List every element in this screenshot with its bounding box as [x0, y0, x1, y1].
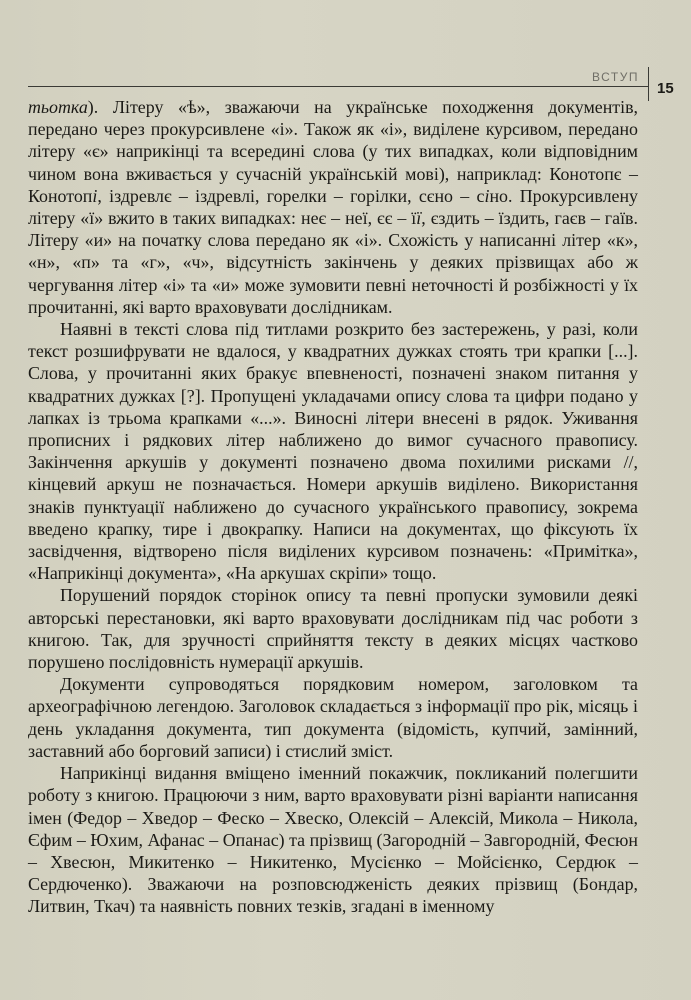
text-run: но. Прокурсивлену літеру «ї» вжито в таких випадках: неє – неї, єє – ї: [28, 185, 638, 229]
text-run: Наявні в тексті слова під титлами розкрито без застережень, у разі, коли текст розшифрувати не вдалося, у квадратних дужках стоять три крапки [...]. Слова, у прочитанні яких бракує впевненості, позначені знаком питання у квадратних дужках [?]. Пропущені укладачами опису слова та цифри подано у лапках із трьома крапками «...». Виносні літери внесені в рядок. Уживання прописних і рядкових літер наближено до вимог сучасного правопису. Закінчення аркушів у документі позначено двома похилими рисками //, кінцевий аркуш не позначається. Номери аркушів виділено. Використання знаків пунктуації наближено до сучасного українського правопису, зокрема введено крапку, тире і двокрапку. Написи на документах, що фіксують їх засвідчення, відтворено після виділених курсивом позначень: «Примітка», «Наприкінці документа», «На аркушах скріпи» тощо.: [28, 319, 638, 584]
paragraph-2: [28, 318, 638, 584]
body-text: [28, 96, 638, 918]
paragraph-3: [28, 584, 638, 673]
header-vertical-rule: [648, 67, 649, 101]
text-run: , іздревлє – іздревлі, горелки – горілки, сєно – с: [97, 185, 485, 206]
text-run: ). Літеру «ѣ», зважаючи на українське походження документів, передано через прокурсивлене «і». Також як «і», виділене курсивом, передано літеру «є» наприкінці та всередині слова (у тих випадках, коли відповідним чином вона вживається у сучасній українській мові), наприклад: Конотопє – Конотоп: [28, 97, 638, 206]
text-run: і: [484, 185, 490, 206]
text-run: і: [92, 185, 98, 206]
text-run: тьотка: [28, 97, 88, 117]
text-run: , єздить – їздить, гаєв – гаїв. Літеру «и» на початку слова передано як «і». Схожість у написанні літер «к», «н», «п» та «г», «ч», відсутність закінчень у деяких прізвищах або ж чергування літер «і» та «и» може зумовити певні неточності й розбіжності у їх прочитанні, які варто враховувати дослідникам.: [28, 208, 638, 317]
text-run: Порушений порядок сторінок опису та певні пропуски зумовили деякі авторські перестановки, які варто враховувати дослідникам під час роботи з книгою. Так, для зручності сприйняття тексту в деяких місцях частково порушено послідовність нумерації аркушів.: [28, 585, 638, 673]
paragraph-4: [28, 673, 638, 762]
page-number: 15: [657, 80, 674, 97]
paragraph-5: [28, 762, 638, 917]
header-rule: [28, 86, 648, 87]
text-run: Наприкінці видання вміщено іменний покажчик, покликаний полегшити роботу з книгою. Працюючи з ним, варто враховувати різні варіанти написання імен (Федор – Хведор – Феско – Хвеско, Олексій – Алексій, Микола – Никола, Єфим – Юхим, Афанас – Опанас) та прізвищ (Загородній – Завгородній, Фесюн – Хвесюн, Микитенко – Никитенко, Мусієнко – Мойсієнко, Сердюк – Сердюченко). Зважаючи на розповсюдженість деяких прізвищ (Бондар, Литвин, Ткач) та наявність повних тезків, згадані в іменному: [28, 763, 638, 917]
text-run: Документи супроводяться порядковим номером, заголовком та археографічною легендою. Заголовок складається з інформації про рік, місяць і день укладання документа, тип документа (відомість, купчий, замінний, заставний або борговий записи) і стислий зміст.: [28, 674, 638, 761]
running-head: ВСТУП: [592, 70, 639, 84]
text-run: ї: [416, 208, 422, 229]
paragraph-1: [28, 96, 638, 318]
